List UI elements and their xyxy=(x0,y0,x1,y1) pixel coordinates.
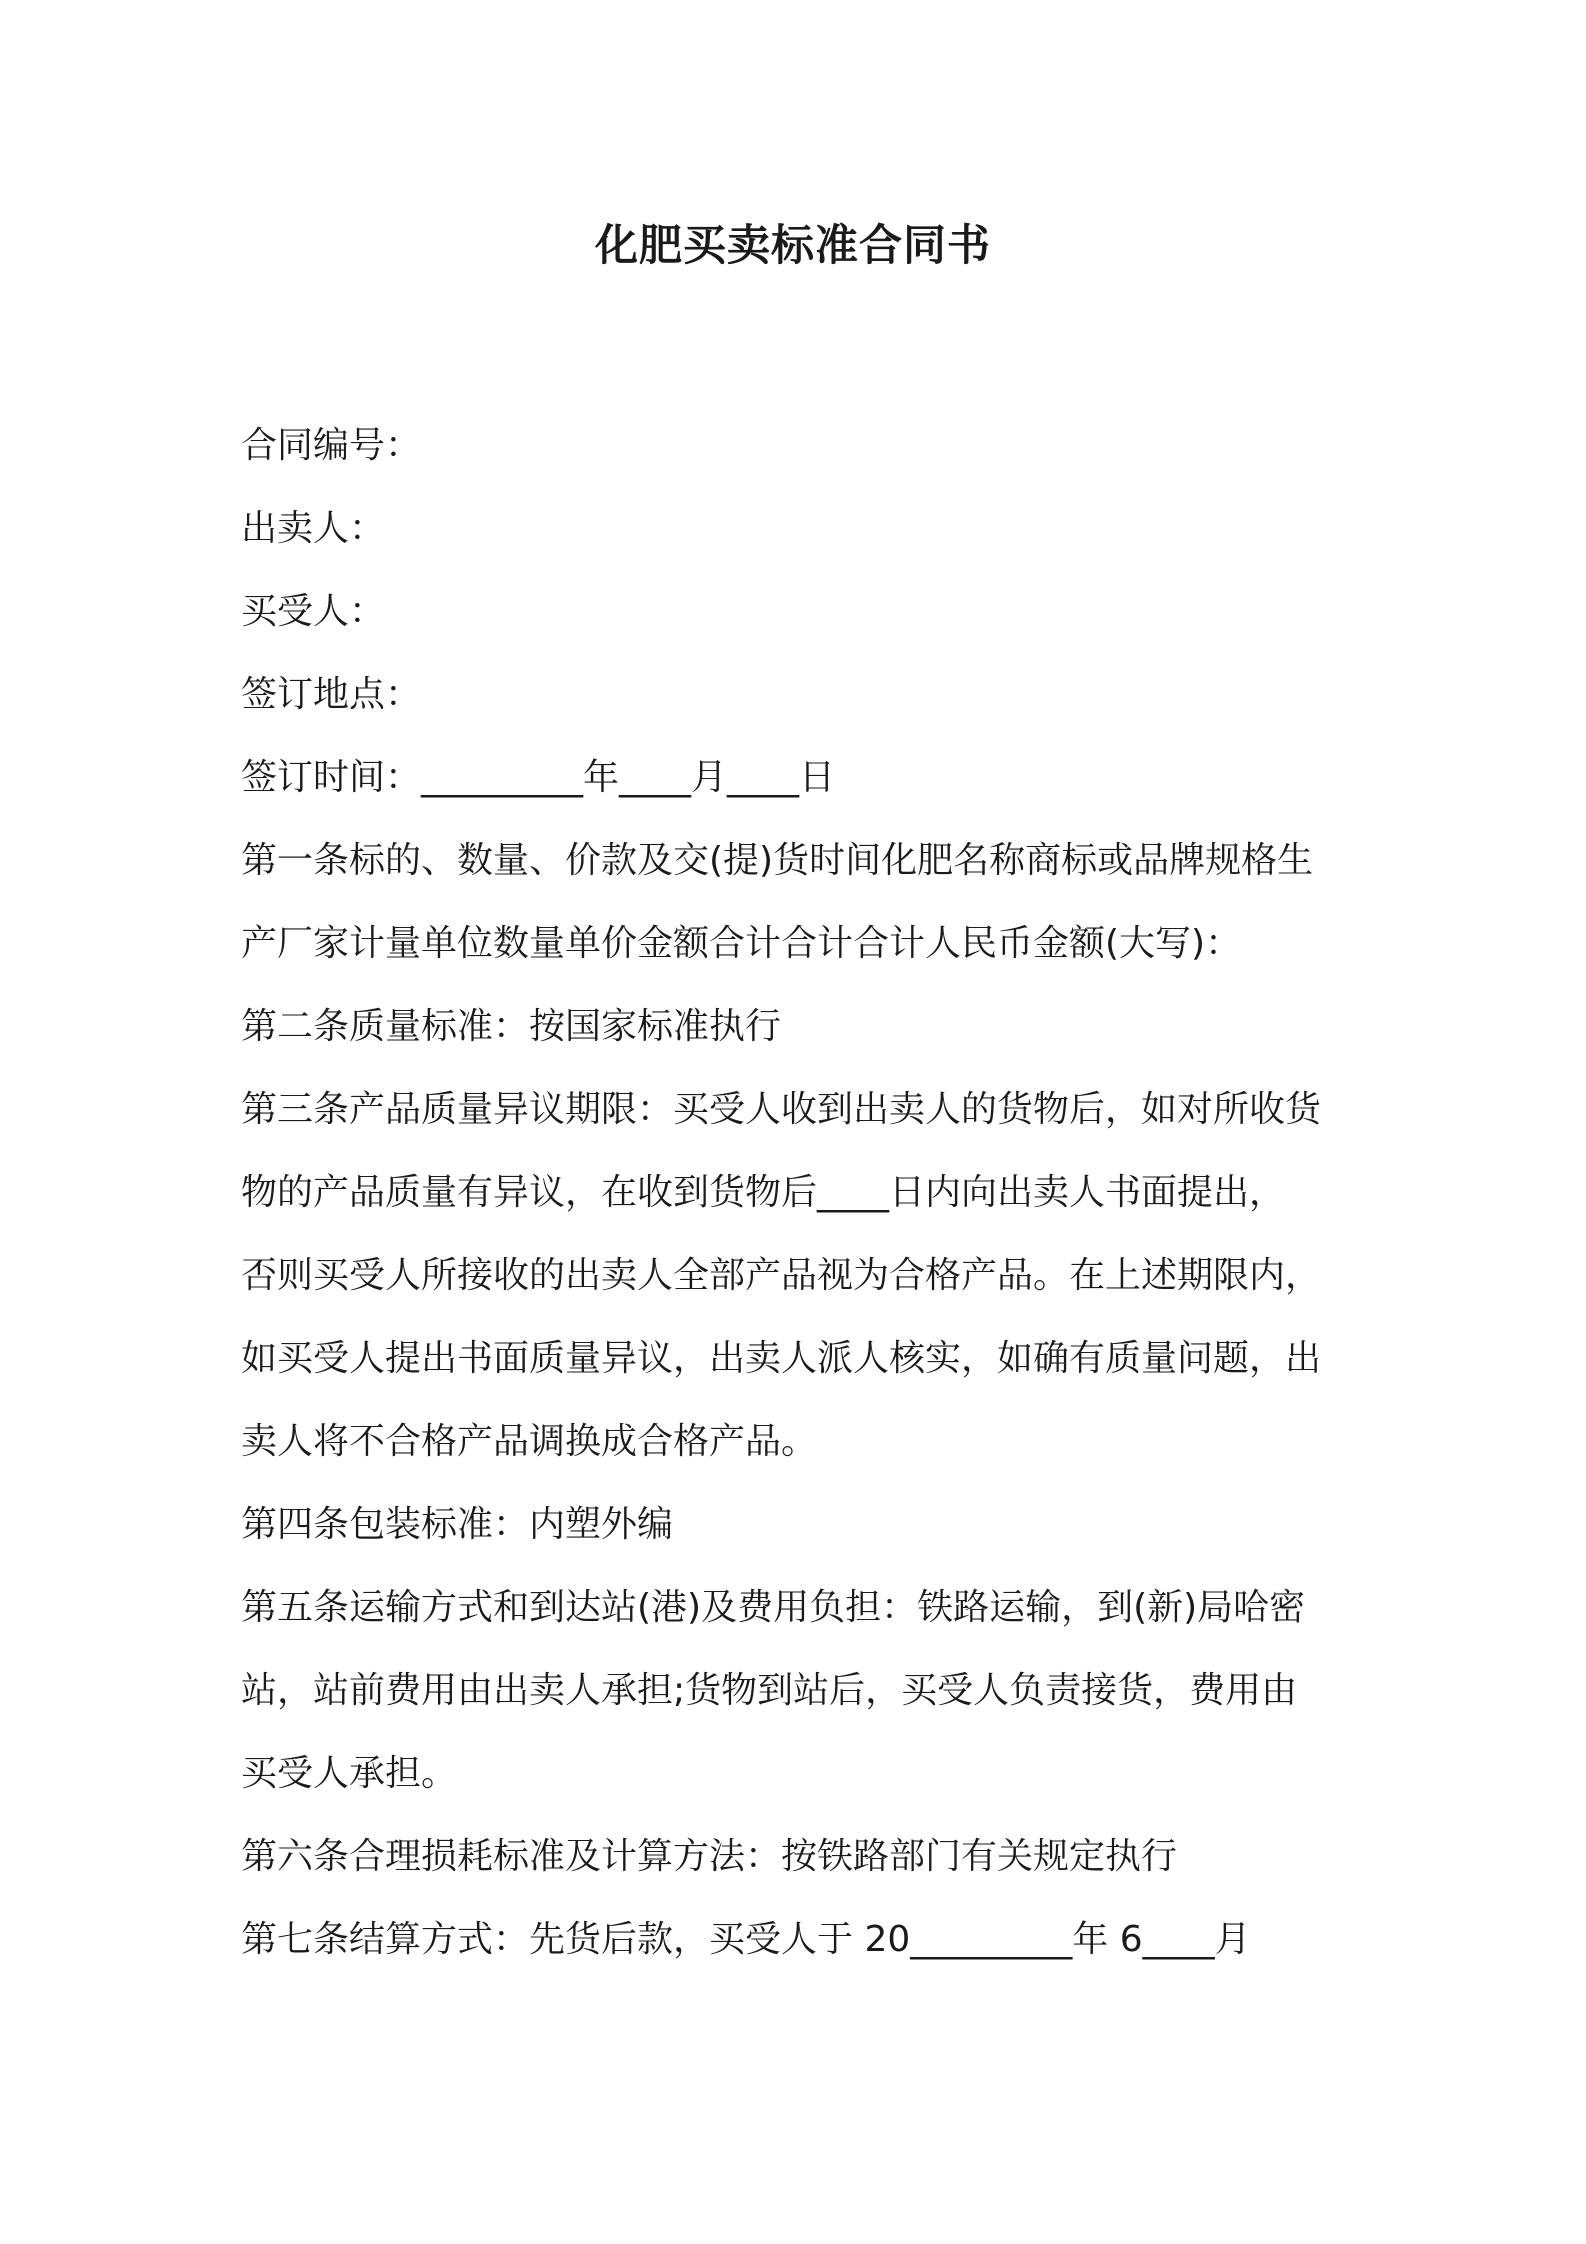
article-1-line-2: 产厂家计量单位数量单价金额合计合计合计人民币金额(大写)： xyxy=(241,923,1242,964)
article-3-line-5: 卖人将不合格产品调换成合格产品。 xyxy=(241,1421,818,1462)
article-5-line-1: 第五条运输方式和到达站(港)及费用负担：铁路运输，到(新)局哈密 xyxy=(241,1587,1306,1628)
article-3-line-2: 物的产品质量有异议，在收到货物后____日内向出卖人书面提出， xyxy=(241,1172,1286,1213)
article-1-line-1: 第一条标的、数量、价款及交(提)货时间化肥名称商标或品牌规格生 xyxy=(241,840,1314,881)
buyer-line: 买受人： xyxy=(241,591,386,632)
article-5-line-3: 买受人承担。 xyxy=(241,1753,458,1794)
article-7-line: 第七条结算方式：先货后款，买受人于 20_________年 6____月 xyxy=(241,1919,1251,1960)
article-3-line-1: 第三条产品质量异议期限：买受人收到出卖人的货物后，如对所收货 xyxy=(241,1089,1322,1130)
contract-number-line: 合同编号： xyxy=(241,425,422,466)
document-body xyxy=(241,404,1361,1981)
signing-time-line: 签订时间：_________年____月____日 xyxy=(241,757,836,798)
article-4-line: 第四条包装标准：内塑外编 xyxy=(241,1504,674,1545)
article-2-line: 第二条质量标准：按国家标准执行 xyxy=(241,1006,782,1047)
article-3-line-3: 否则买受人所接收的出卖人全部产品视为合格产品。在上述期限内， xyxy=(241,1255,1322,1296)
signing-place-line: 签订地点： xyxy=(241,674,422,715)
article-6-line: 第六条合理损耗标准及计算方法：按铁路部门有关规定执行 xyxy=(241,1836,1178,1877)
document-title: 化肥买卖标准合同书 xyxy=(595,221,991,271)
seller-line: 出卖人： xyxy=(241,508,386,549)
article-5-line-2: 站，站前费用由出卖人承担;货物到站后，买受人负责接货，费用由 xyxy=(241,1670,1298,1711)
article-3-line-4: 如买受人提出书面质量异议，出卖人派人核实，如确有质量问题，出 xyxy=(241,1338,1322,1379)
